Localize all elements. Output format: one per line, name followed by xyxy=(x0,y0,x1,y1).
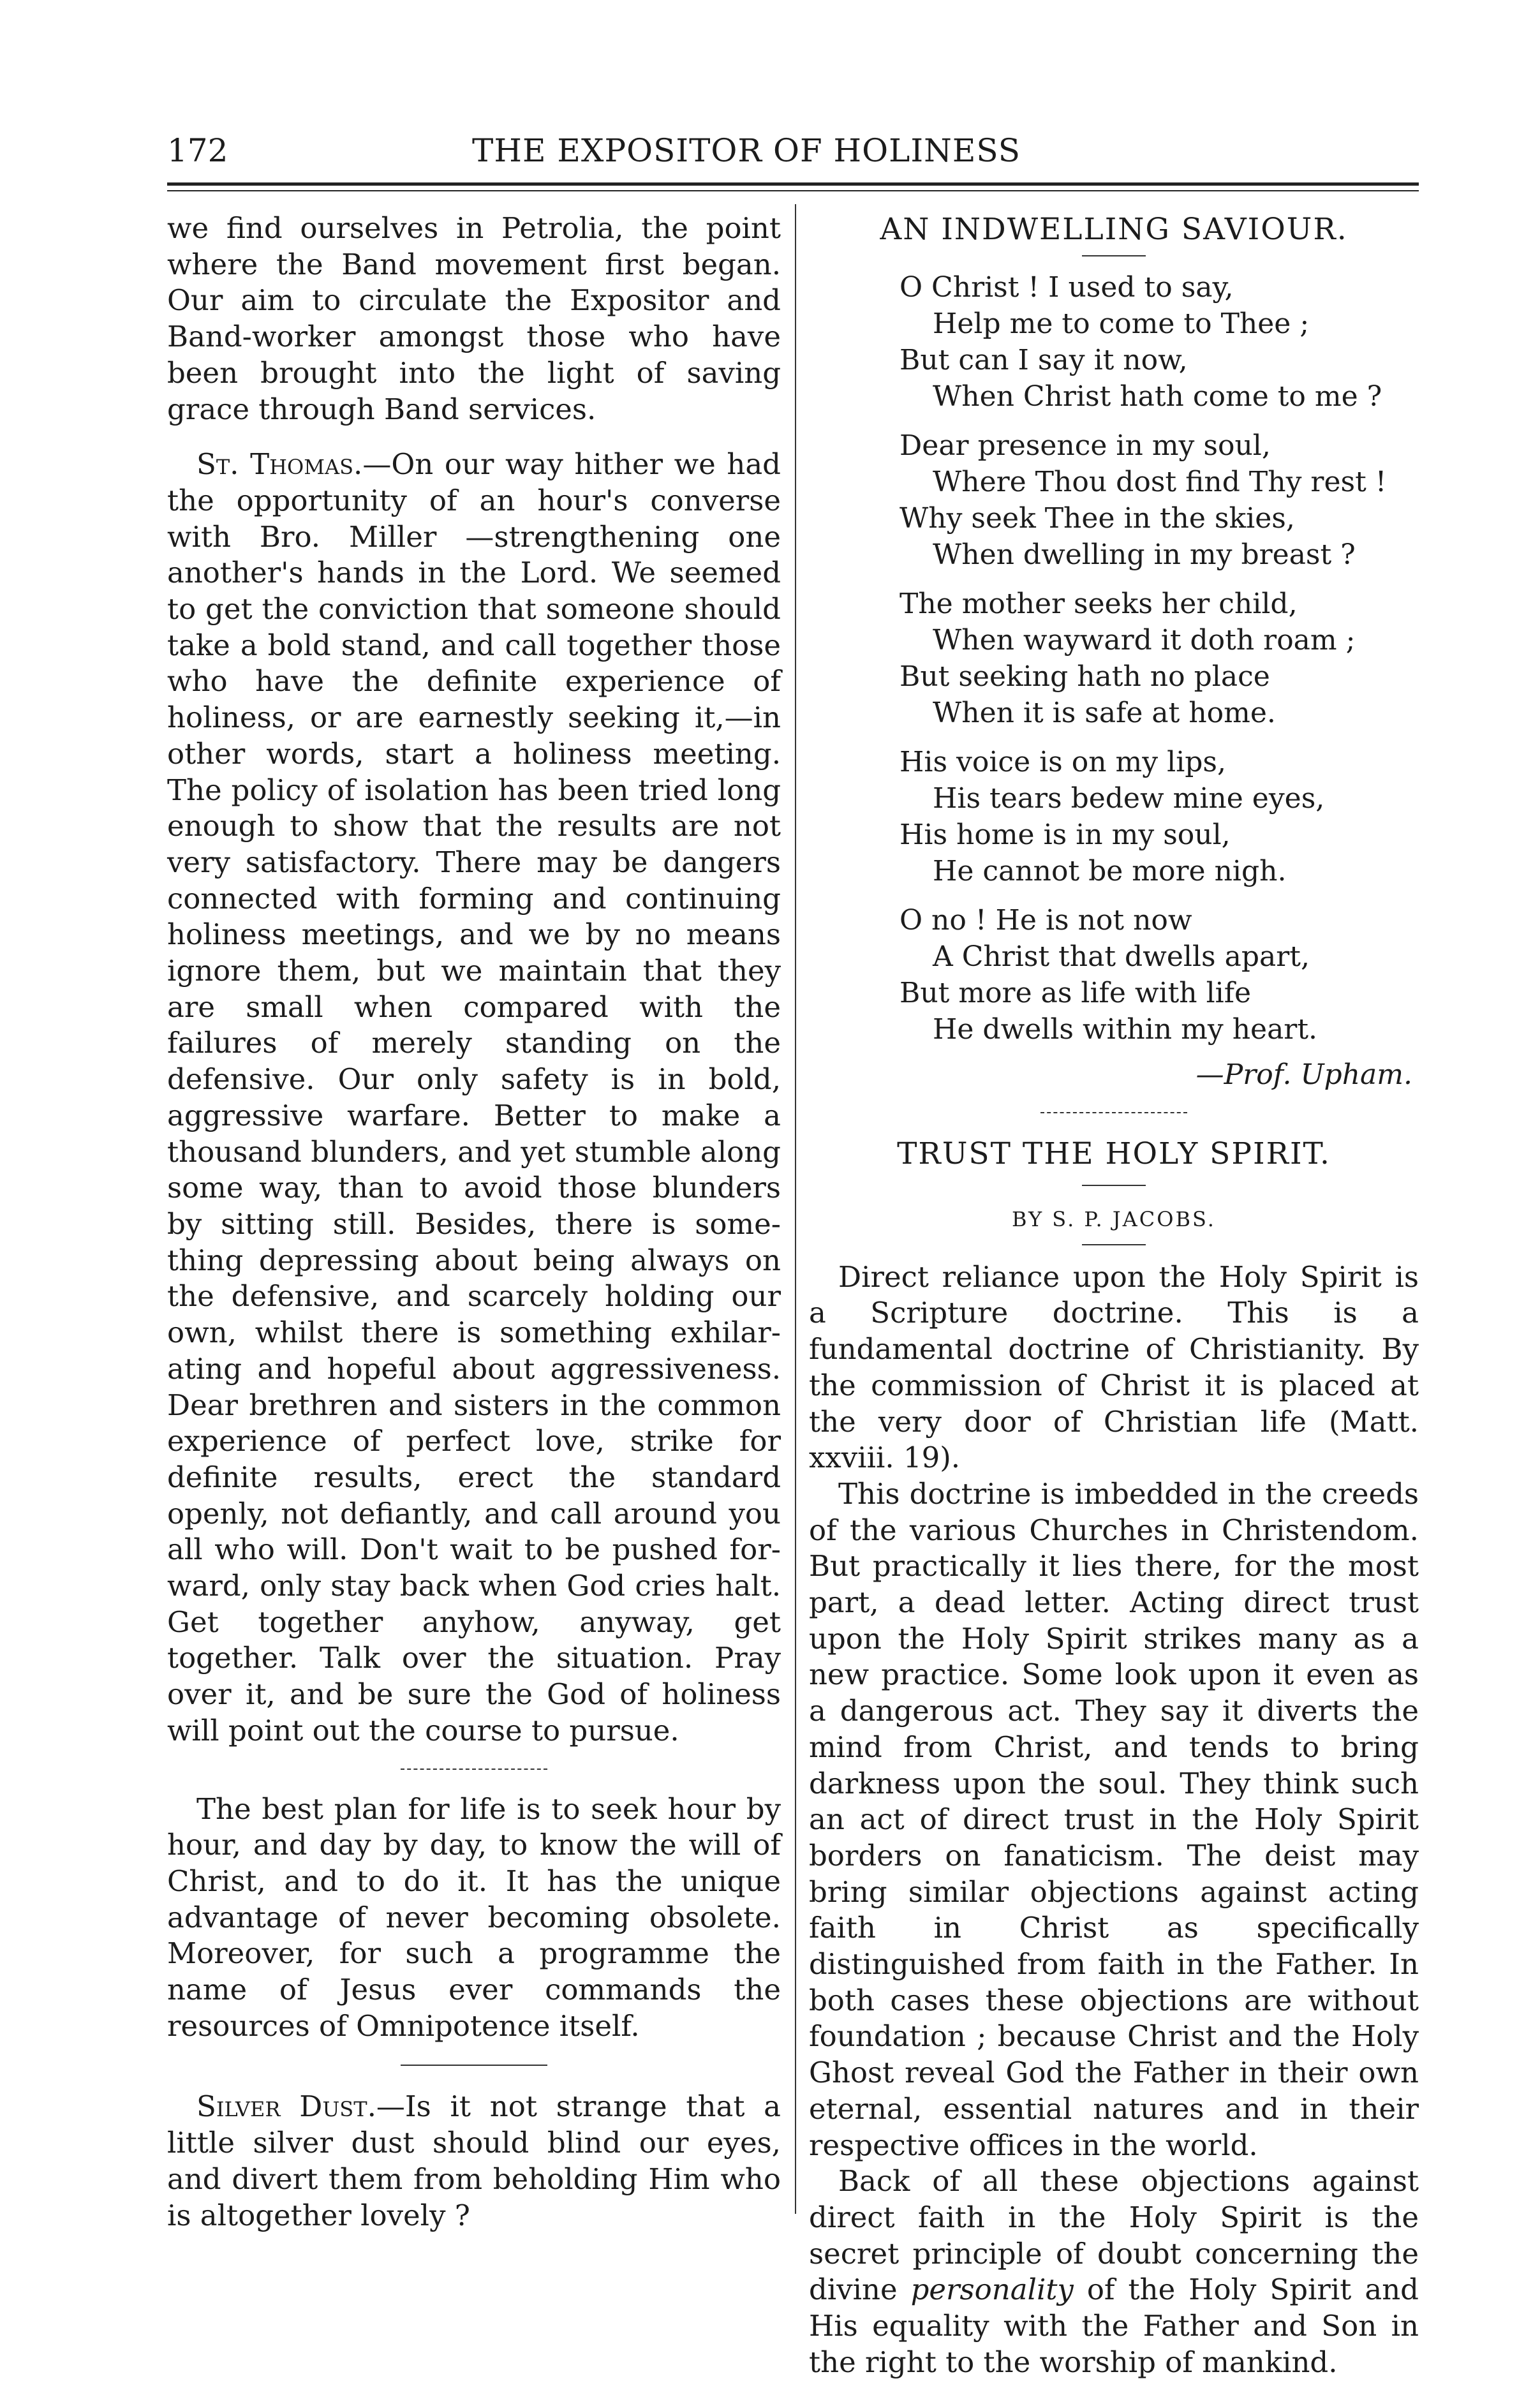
poem-line: O Christ ! I used to say, xyxy=(900,271,1234,304)
poem-line: But can I say it now, xyxy=(900,344,1188,376)
header-rule-thick xyxy=(167,182,1419,186)
silver-dust-paragraph xyxy=(167,2089,781,2234)
section-separator xyxy=(401,2065,547,2066)
poem-line: His tears bedew mine eyes, xyxy=(933,782,1325,815)
section-separator xyxy=(401,1769,547,1770)
title-rule xyxy=(1082,1185,1146,1186)
byline-rule xyxy=(1082,1244,1146,1245)
poem-attribution: —Prof. Upham. xyxy=(1196,1058,1412,1091)
right-column xyxy=(809,211,1419,2381)
last-paragraph-before: Back of all these objections against direct faith in the Holy Spirit is the secret principle of doubt concerning the divine xyxy=(809,2164,1419,2307)
poem-line: His voice is on my lips, xyxy=(900,746,1226,778)
poem-stanza xyxy=(900,902,1419,1048)
silver-dust-lead: Silver Dust. xyxy=(196,2089,376,2124)
article-title: TRUST THE HOLY SPIRIT. xyxy=(897,1136,1331,1171)
section-separator xyxy=(1040,1112,1187,1113)
poem-line: Where Thou dost find Thy rest ! xyxy=(933,466,1387,498)
silver-dust-text: —Is it not strange that a little silver dust should blind our eyes, and divert them from beholding Him who is altogether lovely ? xyxy=(167,2089,781,2232)
poem-stanza xyxy=(900,269,1419,415)
poem xyxy=(900,269,1419,1048)
article-paragraph: This doctrine is imbedded in the creeds of the various Churches in Christendom. But practically it lies there, for the most part, a dead letter. Acting direct trust upon the Holy Spirit strikes many as a new practice. Some look upon it even as a dangerous act. They say it diverts the mind from Christ, and tends to bring darkness upon the soul. They think such an act of direct trust in the Holy Spirit borders on fanaticism. The deist may bring similar objections against acting faith in Christ as specifically distinguished from faith in the Father. In both cases these objections are without foundation ; because Christ and the Holy Ghost reveal God the Father in their own eternal, essential natures and in their respective offices in the world. xyxy=(809,1476,1419,2162)
poem-line: O no ! He is not now xyxy=(900,904,1192,937)
title-rule xyxy=(1082,255,1146,256)
column-divider xyxy=(795,204,796,2214)
poem-line: When wayward it doth roam ; xyxy=(933,624,1356,656)
st-thomas-paragraph xyxy=(167,447,781,1749)
st-thomas-lead: St. Thomas. xyxy=(196,447,363,482)
poem-line: When Christ hath come to me ? xyxy=(933,380,1382,413)
poem-line: But more as life with life xyxy=(900,977,1252,1009)
last-paragraph-italic: personality xyxy=(910,2273,1074,2307)
intro-paragraph: we find ourselves in Petrolia, the point where the Band movement first began. Our aim to circulate the Expositor and Band-worker amongst those who have been brought into the light of saving grace through Band services. xyxy=(167,211,781,426)
header-rule-thin xyxy=(167,190,1419,191)
poem-line: He dwells within my heart. xyxy=(933,1013,1318,1046)
poem-stanza xyxy=(900,586,1419,731)
poem-line: When dwelling in my breast ? xyxy=(933,538,1356,571)
poem-line: The mother seeks her child, xyxy=(900,588,1298,620)
last-paragraph-after: of the Holy Spirit and His equality with the Father and Son in the right to the worship of mankind. xyxy=(809,2273,1419,2379)
poem-line: A Christ that dwells apart, xyxy=(933,940,1310,973)
poem-line: He cannot be more nigh. xyxy=(933,855,1287,887)
poem-line: Dear presence in my soul, xyxy=(900,429,1271,462)
poem-stanza xyxy=(900,744,1419,889)
best-plan-paragraph: The best plan for life is to seek hour by hour, and day by day, to know the will of Christ, and to do it. It has the unique advantage of never becoming obsolete. Moreover, for such a programme the name of Jesus ever commands the resources of Omnipotence itself. xyxy=(167,1791,781,2043)
article-paragraph xyxy=(809,2163,1419,2380)
poem-line: His home is in my soul, xyxy=(900,819,1231,851)
poem-line: When it is safe at home. xyxy=(933,697,1276,729)
poem-title: AN INDWELLING SAVIOUR. xyxy=(880,212,1348,247)
article-paragraph: Direct reliance upon the Holy Spirit is a Scripture doctrine. This is a fundamental doctrine of Christianity. By the commission of Christ it is placed at the very door of Christian life (Matt. xxviii. 19). xyxy=(809,1259,1419,1475)
left-column xyxy=(167,211,781,2234)
page-number: 172 xyxy=(167,132,228,169)
poem-line: But seeking hath no place xyxy=(900,660,1270,693)
article-byline: BY S. P. JACOBS. xyxy=(1012,1207,1216,1231)
poem-line: Why seek Thee in the skies, xyxy=(900,502,1295,535)
running-title: THE EXPOSITOR OF HOLINESS xyxy=(472,132,1021,169)
poem-line: Help me to come to Thee ; xyxy=(933,308,1310,340)
poem-stanza xyxy=(900,427,1419,573)
st-thomas-text: —On our way hither we had the opportunity of an hour's converse with Bro. Miller —strengthening one another's hands in the Lord. We seemed to get the conviction that someone should take a bold stand, and call together those who have the definite experience of holiness, or are earnestly seeking it,—in other words, start a holiness meeting. The policy of isolation has been tried long enough to show that the results are not very satisfactory. There may be dangers connected with forming and continuing holiness meetings, and we by no means ignore them, but we maintain that they are small when compared with the failures of merely standing on the defensive. Our only safety is in bold, aggressive warfare. Better to make a thousand blunders, and yet stumble along some way, than to avoid those blunders by sitting still. Besides, there is something depressing about being always on the defensive, and scarcely holding our own, whilst there is something exhilarating and hopeful about aggressiveness. Dear brethren and sisters in the common experience of perfect love, strike for definite results, erect the standard openly, not defiantly, and call around you all who will. Don't wait to be pushed forward, only stay back when God cries halt. Get together anyhow, anyway, get together. Talk over the situation. Pray over it, and be sure the God of holiness will point out the course to pursue. xyxy=(167,447,781,1747)
